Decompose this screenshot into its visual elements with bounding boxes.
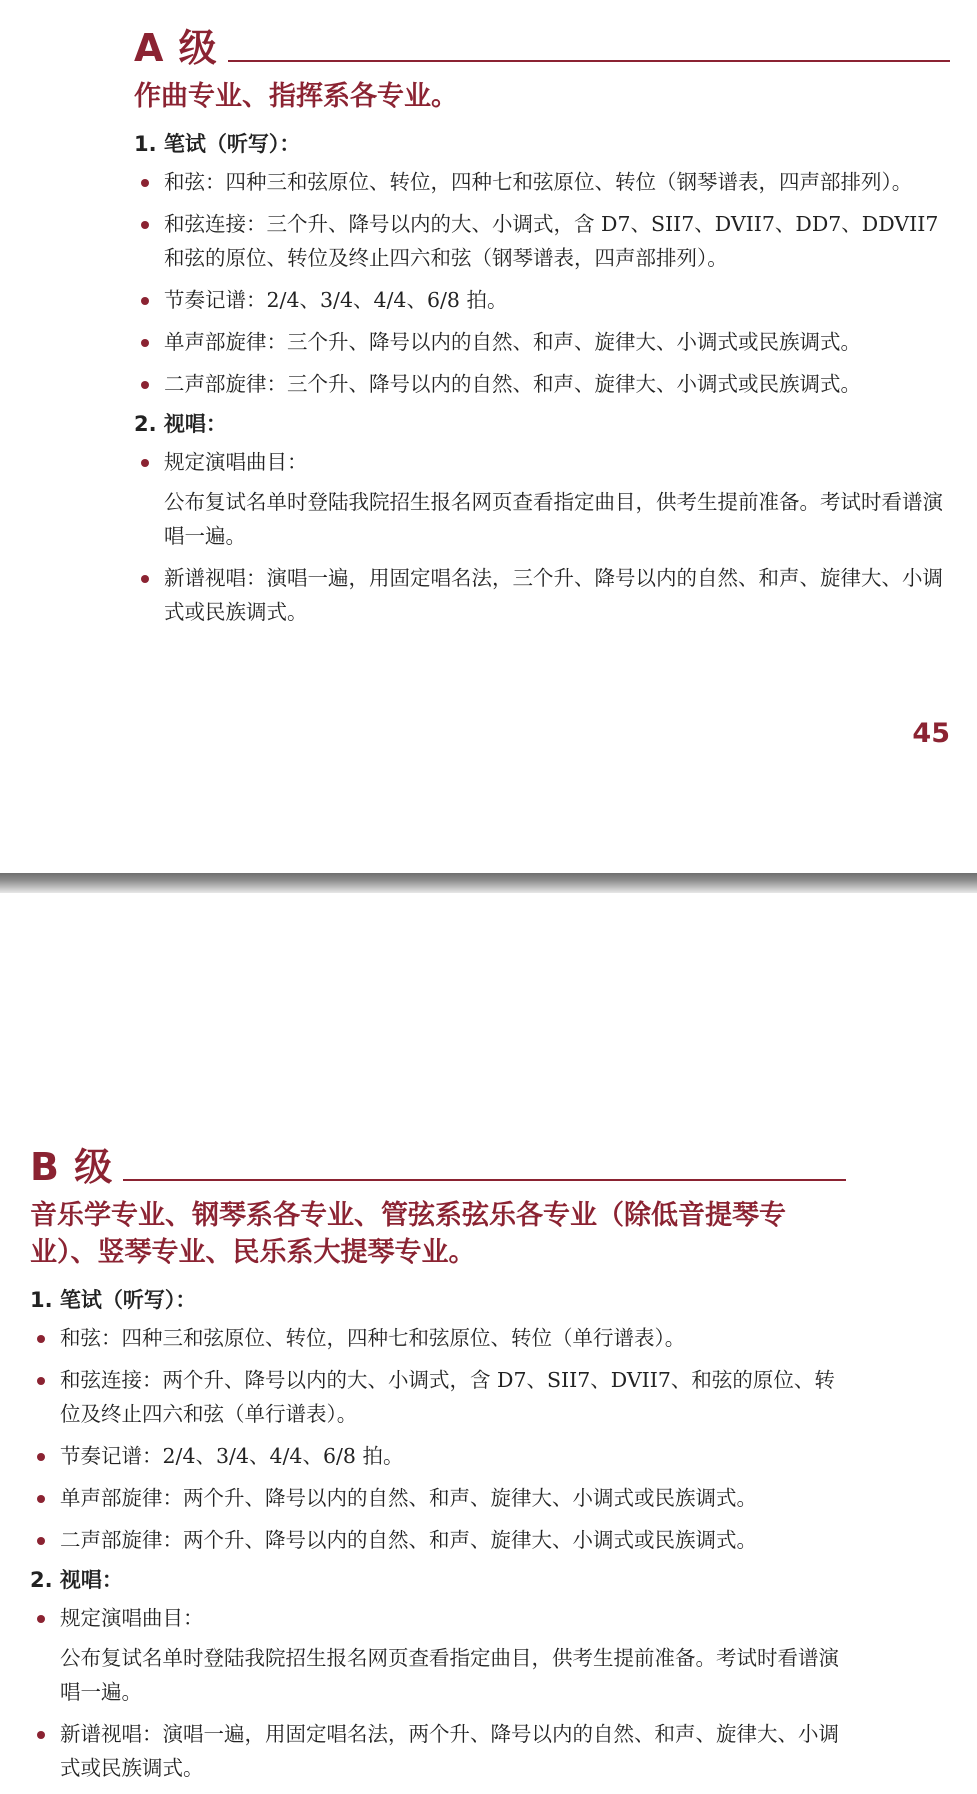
level-title: B 级 [30,1145,114,1189]
written-items-list [134,165,950,401]
level-divider [123,1179,846,1181]
page-content [134,22,950,637]
section-heading-written: 1. 笔试（听写）： [134,132,301,156]
sightsinging-items-list [30,1601,846,1785]
subject-title: 音乐学专业、钢琴系各专业、管弦系弦乐各专业（除低音提琴专业）、竖琴专业、民乐系大提琴专业。 [30,1200,786,1268]
level-header [30,1141,846,1189]
list-item: 和弦：四种三和弦原位、转位，四种七和弦原位、转位（钢琴谱表，四声部排列）。 [134,165,950,199]
page-content [30,1141,846,1793]
list-item: 新谱视唱：演唱一遍，用固定唱名法，两个升、降号以内的自然、和声、旋律大、小调式或民族调式。 [30,1717,846,1785]
subject-title: 作曲专业、指挥系各专业。 [134,81,458,112]
list-item: 和弦连接：两个升、降号以内的大、小调式，含 D7、SII7、DVII7、和弦的原位、转位及终止四六和弦（单行谱表）。 [30,1363,846,1431]
list-item: 单声部旋律：两个升、降号以内的自然、和声、旋律大、小调式或民族调式。 [30,1481,846,1515]
section-heading-written: 1. 笔试（听写）： [30,1288,197,1312]
level-divider [228,60,950,62]
list-item: 节奏记谱：2/4、3/4、4/4、6/8 拍。 [30,1439,846,1473]
paragraph-text: 公布复试名单时登陆我院招生报名网页查看指定曲目，供考生提前准备。考试时看谱演唱一遍。 [60,1646,839,1704]
list-item: 单声部旋律：三个升、降号以内的自然、和声、旋律大、小调式或民族调式。 [134,325,950,359]
section-heading-sightsinging: 2. 视唱： [30,1568,123,1592]
sightsinging-items-list [134,445,950,629]
document-page-top [0,0,977,873]
section-heading-sightsinging: 2. 视唱： [134,412,227,436]
list-item: 新谱视唱：演唱一遍，用固定唱名法，三个升、降号以内的自然、和声、旋律大、小调式或民族调式。 [134,561,950,629]
page-separator [0,873,977,893]
list-item: 节奏记谱：2/4、3/4、4/4、6/8 拍。 [134,283,950,317]
written-items-list [30,1321,846,1557]
level-title: A 级 [134,26,218,70]
document-page-bottom [0,893,977,1794]
list-item: 规定演唱曲目： [134,445,950,479]
list-item: 规定演唱曲目： [30,1601,846,1635]
list-item: 二声部旋律：两个升、降号以内的自然、和声、旋律大、小调式或民族调式。 [30,1523,846,1557]
list-item: 和弦连接：三个升、降号以内的大、小调式，含 D7、SII7、DVII7、DD7、DDVII7 和弦的原位、转位及终止四六和弦（钢琴谱表，四声部排列）。 [134,207,950,275]
list-item: 二声部旋律：三个升、降号以内的自然、和声、旋律大、小调式或民族调式。 [134,367,950,401]
paragraph-text: 公布复试名单时登陆我院招生报名网页查看指定曲目，供考生提前准备。考试时看谱演唱一遍。 [164,490,943,548]
list-item: 和弦：四种三和弦原位、转位，四种七和弦原位、转位（单行谱表）。 [30,1321,846,1355]
level-header [134,22,950,70]
page-number: 45 [912,718,950,749]
